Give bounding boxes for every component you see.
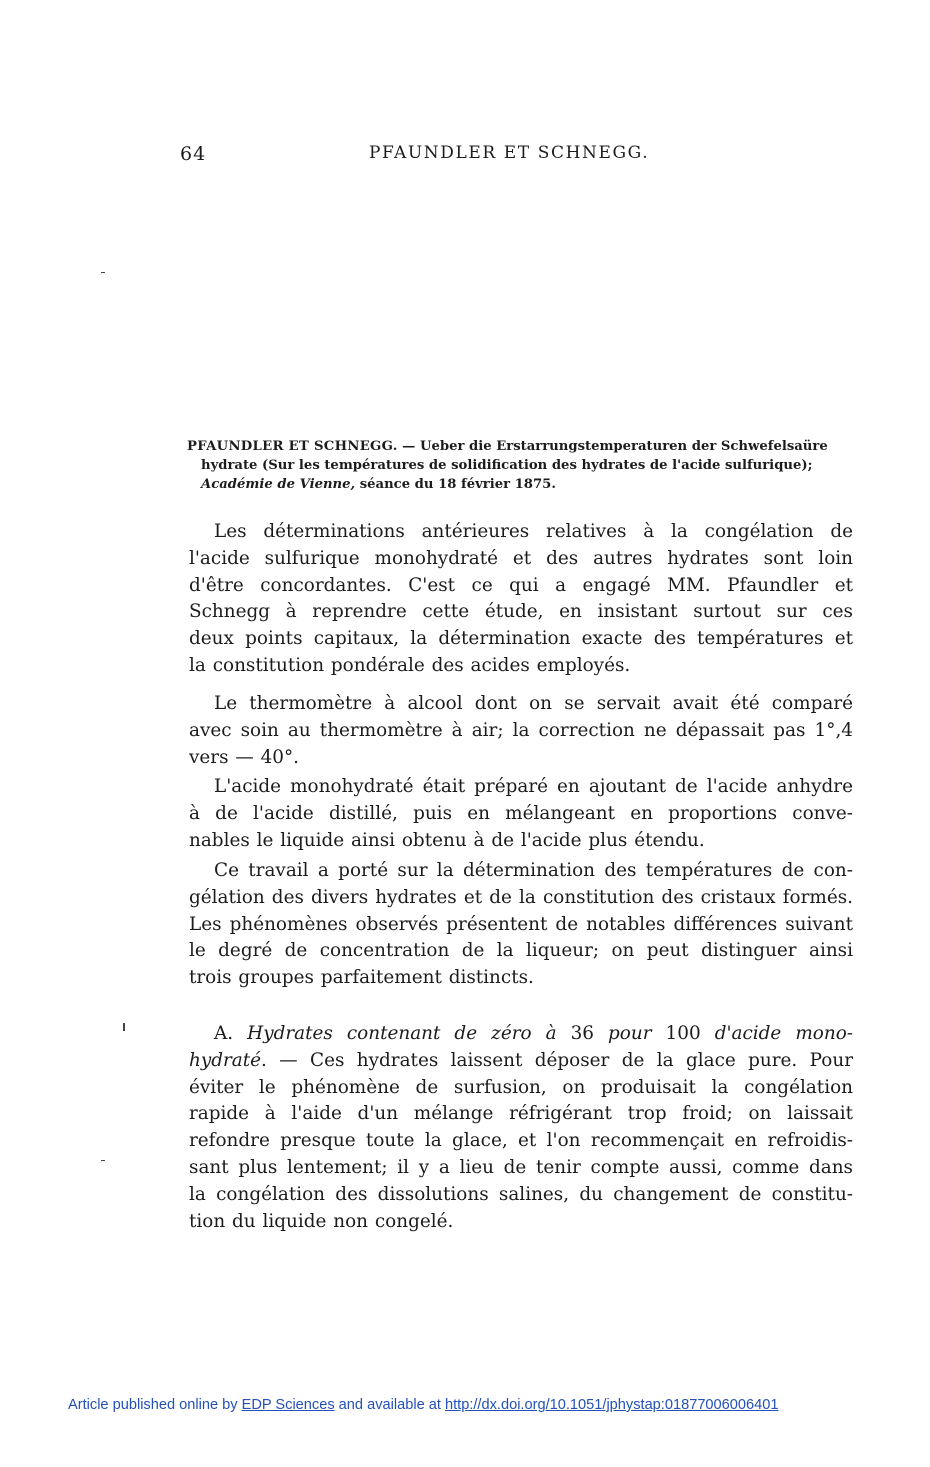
section-heading-text: hydraté (189, 1049, 262, 1071)
text-line: nables le liquide ainsi obtenu à de l'acide plus étendu. (189, 829, 705, 851)
text-run: . — Ces hydrates laissent déposer de la glace pure. Pour (261, 1049, 853, 1071)
paragraph (189, 774, 853, 854)
text-line: gélation des divers hydrates et de la constitution des cristaux formés. (189, 886, 853, 908)
text-line: tion du liquide non congelé. (189, 1210, 454, 1232)
citation-line (187, 437, 852, 456)
citation-title-french: hydrate (Sur les températures de solidification des hydrates de l'acide sulfurique); (201, 458, 813, 473)
text-line: vers — 40°. (189, 746, 300, 768)
text-line: rapide à l'aide d'un mélange réfrigérant trop froid; on laissait (189, 1103, 853, 1125)
text-line: refondre presque toute la glace, et l'on recommençait en refroidis- (189, 1130, 853, 1152)
text-line: avec soin au thermomètre à air; la correction ne dépassait pas 1°,4 (189, 719, 853, 741)
doi-link[interactable]: http://dx.doi.org/10.1051/jphystap:01877006006401 (444, 1397, 779, 1413)
text-line: à de l'acide distillé, puis en mélangeant en proportions conve- (189, 802, 853, 824)
section-heading-text: pour (608, 1023, 652, 1044)
text-line: Les déterminations antérieures relatives à la congélation de (214, 521, 853, 542)
footer-text: and available at (334, 1397, 445, 1413)
text-line: Le thermomètre à alcool dont on se servait avait été comparé (214, 693, 853, 714)
citation-authors: PFAUNDLER ET SCHNEGG. (187, 439, 398, 454)
section-heading-number: 36 (556, 1023, 609, 1044)
citation-line (187, 475, 852, 494)
text-line: éviter le phénomène de surfusion, on produisait la congélation (189, 1076, 853, 1098)
text-line: la congélation des dissolutions salines, du changement de constitu- (189, 1183, 853, 1205)
text-line: le degré de concentration de la liqueur; on peut distinguer ainsi (189, 940, 853, 962)
text-line: l'acide sulfurique monohydraté et des autres hydrates sont loin (189, 547, 853, 569)
text-line: trois groupes parfaitement distincts. (189, 967, 534, 989)
paragraph (189, 691, 853, 771)
citation-title-german: — Ueber die Erstarrungstemperaturen der Schwefelsaüre (397, 439, 828, 454)
text-line: Schnegg à reprendre cette étude, en insistant surtout sur ces (189, 601, 853, 623)
section-heading-number: 100 (651, 1023, 715, 1044)
publication-footer (68, 1397, 778, 1413)
text-line (189, 1048, 853, 1075)
text-line: sant plus lentement; il y a lieu de tenir compte aussi, comme dans (189, 1156, 853, 1178)
text-line: Les phénomènes observés présentent de notables différences suivant (189, 913, 853, 935)
citation-journal: Académie de Vienne, (201, 477, 356, 492)
edp-sciences-link[interactable]: EDP Sciences (241, 1397, 335, 1413)
section-heading-line (189, 1021, 853, 1048)
section-heading-text: d'acide mono- (714, 1023, 853, 1044)
text-line: d'être concordantes. C'est ce qui a engagé MM. Pfaundler et (189, 574, 853, 596)
paragraph (189, 519, 853, 680)
margin-mark (101, 272, 105, 273)
paragraph (189, 1021, 853, 1235)
bibliographic-citation (187, 437, 852, 494)
running-title: PFAUNDLER ET SCHNEGG. (369, 143, 650, 163)
section-heading-text: Hydrates contenant de zéro à (247, 1023, 557, 1044)
text-line: deux points capitaux, la détermination exacte des températures et (189, 628, 853, 650)
text-line: Ce travail a porté sur la détermination des températures de con- (214, 860, 853, 881)
section-letter: A. (214, 1023, 248, 1044)
text-line: la constitution pondérale des acides employés. (189, 654, 631, 676)
text-line: L'acide monohydraté était préparé en ajoutant de l'acide anhydre (214, 776, 853, 797)
margin-mark (123, 1023, 125, 1031)
footer-text: Article published online by (68, 1397, 242, 1413)
paragraph (189, 858, 853, 992)
page-number: 64 (180, 143, 207, 165)
margin-mark (101, 1160, 105, 1161)
citation-date: séance du 18 février 1875. (355, 477, 556, 492)
